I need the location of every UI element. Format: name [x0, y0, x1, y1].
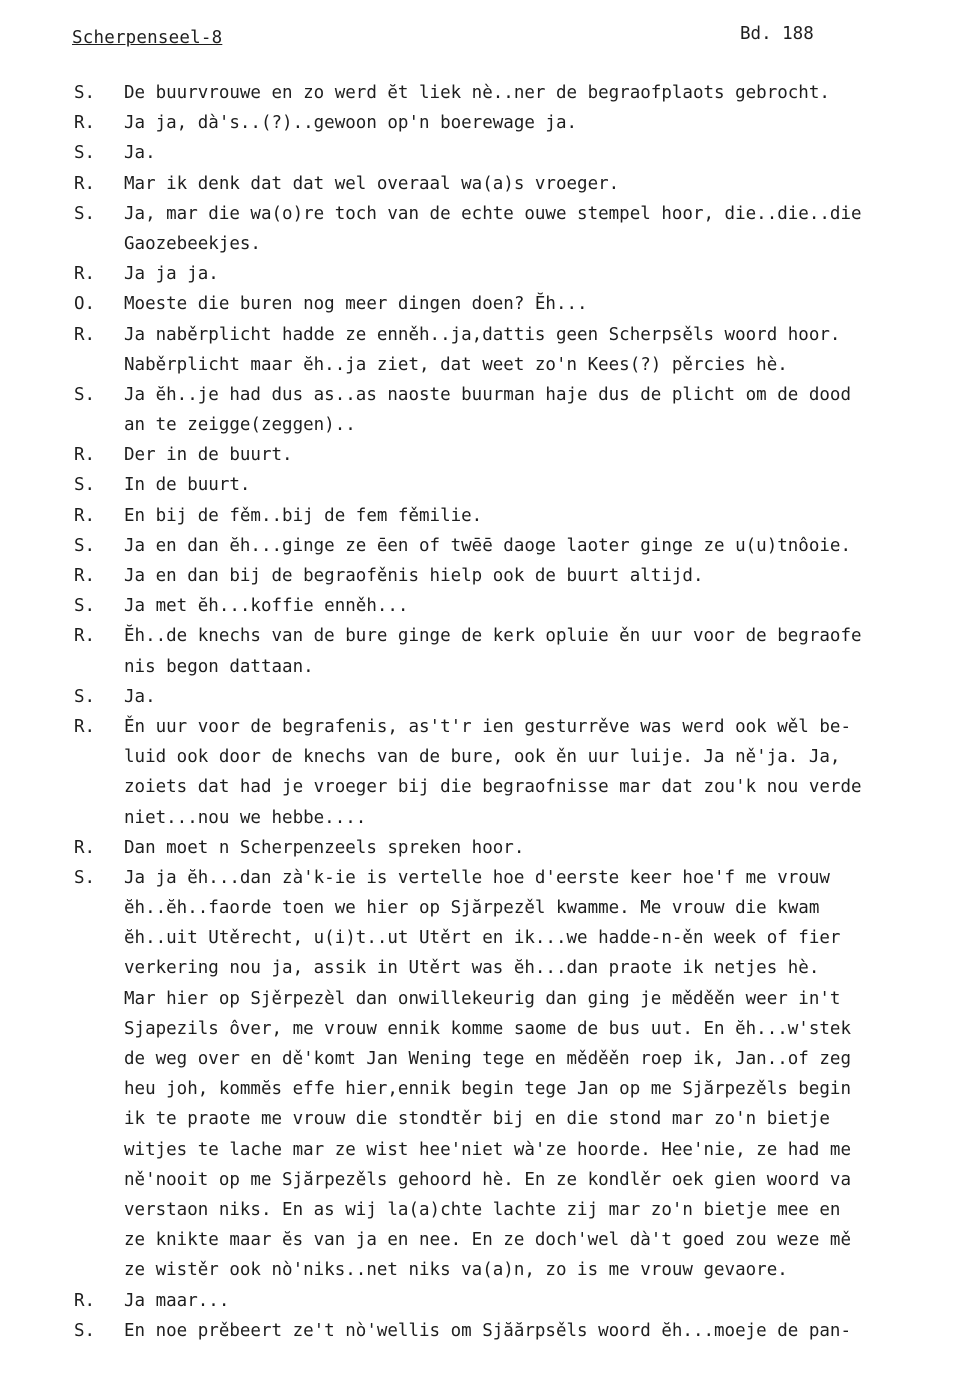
transcript-line [0, 1016, 979, 1046]
speaker-label: R. [74, 445, 96, 466]
transcript-line [0, 110, 979, 140]
transcript-line [0, 503, 979, 533]
transcript-line [0, 80, 979, 110]
transcript-line [0, 955, 979, 985]
transcript-line [0, 925, 979, 955]
line-text: ze wistěr ook nò'niks..net niks va(a)n, zo is me vrouw gevaore. [124, 1260, 788, 1281]
line-text: niet...nou we hebbe.... [124, 807, 367, 828]
transcript-line [0, 1318, 979, 1348]
speaker-label: R. [74, 113, 96, 134]
speaker-label: R. [74, 324, 96, 345]
transcript-line [0, 684, 979, 714]
transcript-line [0, 563, 979, 593]
transcript-line [0, 865, 979, 895]
line-text: Moeste die buren nog meer dingen doen? Ĕh... [124, 294, 588, 315]
transcript-line [0, 1227, 979, 1257]
transcript-line [0, 231, 979, 261]
transcript-line [0, 533, 979, 563]
line-text: Gaozebeekjes. [124, 233, 261, 254]
transcript-line [0, 412, 979, 442]
speaker-label: S. [74, 143, 96, 164]
speaker-label: S. [74, 203, 96, 224]
line-text: Ja ĕh..je had dus as..as naoste buurman haje dus de plicht om de dood [124, 384, 851, 405]
line-text: Ja, mar die wa(o)re toch van de echte ouwe stempel hoor, die..die..die [124, 203, 862, 224]
line-text: Ja met ĕh...koffie enněh... [124, 596, 409, 617]
speaker-label: R. [74, 716, 96, 737]
line-text: luid ook door de knechs van de bure, ook ěn uur luije. Ja ně'ja. Ja, [124, 747, 841, 768]
line-text: Ja ja ĕh...dan zà'k-ie is vertelle hoe d'eerste keer hoe'f me vrouw [124, 867, 830, 888]
transcript [0, 80, 979, 1348]
page-header [72, 22, 839, 52]
line-text: an te zeigge(zeggen).. [124, 415, 356, 436]
transcript-line [0, 714, 979, 744]
transcript-line [0, 382, 979, 412]
speaker-label: R. [74, 566, 96, 586]
transcript-line [0, 1288, 979, 1318]
transcript-line [0, 593, 979, 623]
line-text: Ja ja, dà's..(?)..gewoon op'n boerewage ja. [124, 113, 578, 134]
line-text: Ja. [124, 686, 156, 707]
line-text: de weg over en dě'komt Jan Wening tege en měděěn roep ik, Jan..of zeg [124, 1049, 851, 1069]
transcript-line [0, 774, 979, 804]
transcript-line [0, 654, 979, 684]
transcript-line [0, 1076, 979, 1106]
speaker-label: R. [74, 626, 96, 647]
transcript-line [0, 744, 979, 774]
speaker-label: S. [74, 83, 96, 103]
line-text: Naběrplicht maar ĕh..ja ziet, dat weet zo'n Kees(?) pěrcies hè. [124, 354, 788, 375]
line-text: witjes te lache mar ze wist hee'niet wà'ze hoorde. Hee'nie, ze had me [124, 1139, 851, 1160]
line-text: En noe prěbeert ze't nò'wellis om Sjăărpsěls woord ĕh...moeje de pan- [124, 1320, 851, 1341]
line-text: verkering nou ja, assik in Utěrt was ĕh...dan praote ik netjes hè. [124, 958, 820, 979]
line-text: ik te praote me vrouw die stondtěr bij en die stond mar zo'n bietje [124, 1109, 830, 1130]
line-text: Sjapezils ôver, me vrouw ennik komme saome de bus uut. En ĕh...w'stek [124, 1018, 851, 1039]
line-text: ĕh..uit Utěrecht, u(i)t..ut Utěrt en ik...we hadde-n-ěn week of fier [124, 928, 841, 949]
line-text: Mar hier op Sjěrpezèl dan onwillekeurig dan ging je měděěn weer in't [124, 988, 841, 1009]
transcript-line [0, 1197, 979, 1227]
transcript-line [0, 835, 979, 865]
line-text: Ĕh..de knechs van de bure ginge de kerk opluie ěn uur voor de begraofe [124, 626, 862, 647]
line-text: ĕh..ĕh..faorde toen we hier op Sjărpezěl kwamme. Me vrouw die kwam [124, 898, 820, 919]
speaker-label: O. [74, 294, 96, 315]
page-number: Bd. 188 [740, 24, 814, 44]
line-text: Ja maar... [124, 1290, 230, 1311]
line-text: Ja naběrplicht hadde ze enněh..ja,dattis geen Scherpsěls woord hoor. [124, 324, 841, 345]
speaker-label: S. [74, 867, 96, 888]
transcript-line [0, 805, 979, 835]
speaker-label: S. [74, 535, 96, 556]
transcript-line [0, 1106, 979, 1136]
transcript-line [0, 1257, 979, 1287]
line-text: De buurvrouwe en zo werd ĕt liek nè..ner de begraofplaots gebrocht. [124, 83, 830, 103]
line-text: verstaon niks. En as wij la(a)chte lachte zij mar zo'n bietje mee en [124, 1199, 841, 1220]
transcript-line [0, 261, 979, 291]
line-text: Dan moet n Scherpenzeels spreken hoor. [124, 837, 525, 858]
line-text: Mar ik denk dat dat wel overaal wa(a)s vroeger. [124, 173, 620, 194]
transcript-line [0, 1167, 979, 1197]
line-text: Ja en dan ĕh...ginge ze ēen of twēē daoge laoter ginge ze u(u)tnôoie. [124, 535, 851, 556]
line-text: Ja en dan bij de begraofěnis hielp ook de buurt altijd. [124, 566, 704, 586]
line-text: ze knikte maar ĕs van ja en nee. En ze doch'wel dà't goed zou weze mě [124, 1230, 851, 1251]
speaker-label: R. [74, 173, 96, 194]
speaker-label: S. [74, 384, 96, 405]
transcript-line [0, 1137, 979, 1167]
line-text: Der in de buurt. [124, 445, 293, 466]
line-text: Ja. [124, 143, 156, 164]
line-text: nis begon dattaan. [124, 656, 314, 677]
line-text: En bij de fěm..bij de fem fěmilie. [124, 505, 483, 526]
transcript-line [0, 623, 979, 653]
transcript-line [0, 986, 979, 1016]
line-text: ně'nooit op me Sjărpezěls gehoord hè. En ze kondlěr oek gien woord va [124, 1169, 851, 1190]
speaker-label: R. [74, 1290, 96, 1311]
speaker-label: S. [74, 1320, 96, 1341]
speaker-label: S. [74, 475, 96, 496]
speaker-label: S. [74, 686, 96, 707]
transcript-line [0, 171, 979, 201]
transcript-line [0, 140, 979, 170]
transcript-line [0, 442, 979, 472]
speaker-label: R. [74, 264, 96, 285]
line-text: Ja ja ja. [124, 264, 219, 285]
transcript-line [0, 201, 979, 231]
line-text: zoiets dat had je vroeger bij die begraofnisse mar dat zou'k nou verde [124, 777, 862, 798]
transcript-line [0, 322, 979, 352]
document-title: Scherpenseel-8 [72, 28, 223, 48]
transcript-line [0, 895, 979, 925]
transcript-line [0, 291, 979, 321]
speaker-label: S. [74, 596, 96, 617]
transcript-line [0, 1046, 979, 1076]
speaker-label: R. [74, 837, 96, 858]
line-text: Ěn uur voor de begrafenis, as't'r ien gesturrěve was werd ook wěl be- [124, 716, 851, 737]
transcript-line [0, 352, 979, 382]
line-text: heu joh, kommĕs effe hier,ennik begin tege Jan op me Sjărpezěls begin [124, 1079, 851, 1100]
transcript-line [0, 472, 979, 502]
line-text: In de buurt. [124, 475, 251, 496]
speaker-label: R. [74, 505, 96, 526]
